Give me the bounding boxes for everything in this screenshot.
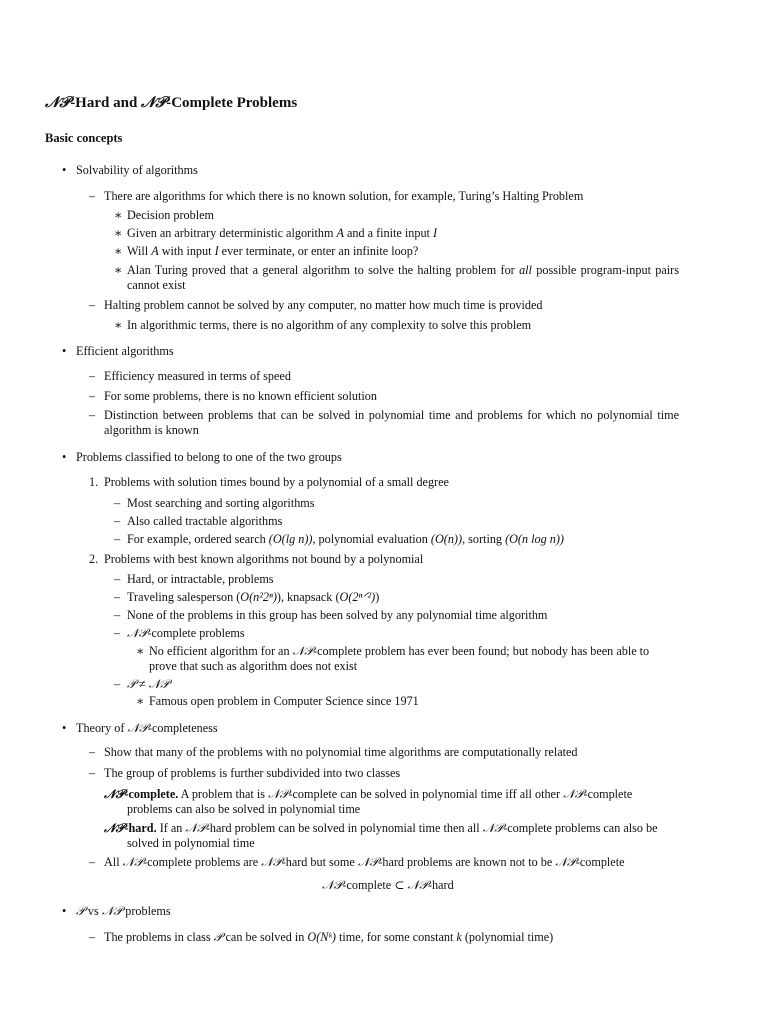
no-efficient-solution: For some problems, there is no known efficient solution xyxy=(104,389,377,403)
bullet-efficient: Efficient algorithms xyxy=(76,344,174,358)
dash-marker: – xyxy=(114,514,121,528)
bullet-marker: • xyxy=(62,904,67,918)
dash-marker: – xyxy=(89,298,96,312)
given-arbitrary: Given an arbitrary deterministic algorithm A and a finite input I xyxy=(127,226,438,240)
star-marker: ∗ xyxy=(136,694,145,708)
bullet-solvability: Solvability of algorithms xyxy=(76,163,198,177)
halting-any-computer: Halting problem cannot be solved by any computer, no matter how much time is provided xyxy=(104,298,543,312)
dash-marker: – xyxy=(114,532,121,546)
bullet-marker: • xyxy=(62,450,67,464)
dash-marker: – xyxy=(114,677,121,691)
np-hard-definition-cont: solved in polynomial time xyxy=(127,836,255,850)
no-efficient-np-algorithm-cont: prove that such as algorithm does not exist xyxy=(149,659,358,673)
dash-marker: – xyxy=(89,189,96,203)
group-2-none-solved: None of the problems in this group has been solved by any polynomial time algorithm xyxy=(127,608,548,622)
dash-marker: – xyxy=(89,408,96,422)
group-1: Problems with solution times bound by a polynomial of a small degree xyxy=(104,475,449,489)
no-efficient-np-algorithm: No efficient algorithm for an 𝒩𝒫-complete problem has ever been found; but nobody has been able to xyxy=(149,644,650,658)
p-neq-np: 𝒫 ≠ 𝒩𝒫 xyxy=(127,677,170,691)
decision-problem: Decision problem xyxy=(127,208,214,222)
will-terminate: Will A with input I ever terminate, or enter an infinite loop? xyxy=(127,244,419,258)
algorithmic-terms: In algorithmic terms, there is no algorithm of any complexity to solve this problem xyxy=(127,318,532,332)
number-marker: 1. xyxy=(89,475,99,489)
bullet-marker: • xyxy=(62,344,67,358)
dash-marker: – xyxy=(89,369,96,383)
dash-marker: – xyxy=(89,389,96,403)
np-complete-definition: 𝒩𝒫-complete. A problem that is 𝒩𝒫-complete can be solved in polynomial time iff all other 𝒩𝒫-complete xyxy=(104,787,633,801)
two-classes: The group of problems is further subdivided into two classes xyxy=(104,766,401,780)
star-marker: ∗ xyxy=(136,644,145,658)
famous-open-problem: Famous open problem in Computer Science since 1971 xyxy=(149,694,419,708)
np-hard-definition: 𝒩𝒫-hard. If an 𝒩𝒫-hard problem can be solved in polynomial time then all 𝒩𝒫-complete problems can also be xyxy=(104,821,658,835)
dash-marker: – xyxy=(114,496,121,510)
star-marker: ∗ xyxy=(114,318,123,332)
star-marker: ∗ xyxy=(114,244,123,258)
number-marker: 2. xyxy=(89,552,99,566)
bullet-marker: • xyxy=(62,721,67,735)
all-np-complete-are-hard: All 𝒩𝒫-complete problems are 𝒩𝒫-hard but some 𝒩𝒫-hard problems are known not to be 𝒩𝒫-complete xyxy=(104,855,625,869)
dash-marker: – xyxy=(89,855,96,869)
group-2-np-complete: 𝒩𝒫-complete problems xyxy=(127,626,245,640)
star-marker: ∗ xyxy=(114,263,123,277)
section-heading: Basic concepts xyxy=(45,131,123,145)
group-2: Problems with best known algorithms not bound by a polynomial xyxy=(104,552,424,566)
group-2-intractable: Hard, or intractable, problems xyxy=(127,572,274,586)
document-title: 𝒩𝒫-Hard and 𝒩𝒫-Complete Problems xyxy=(45,95,298,111)
dash-marker: – xyxy=(114,572,121,586)
bullet-p-vs-np: 𝒫 vs 𝒩𝒫 problems xyxy=(76,904,171,918)
polynomial-distinction: Distinction between problems that can be solved in polynomial time and problems for which no polynomial time algorithm is known xyxy=(104,408,679,437)
star-marker: ∗ xyxy=(114,226,123,240)
dash-marker: – xyxy=(114,608,121,622)
turing-proof: Alan Turing proved that a general algorithm to solve the halting problem for all possible program-input pairs cannot exist xyxy=(127,263,679,292)
efficiency-speed: Efficiency measured in terms of speed xyxy=(104,369,291,383)
class-p-definition: The problems in class 𝒫 can be solved in O(Nᵏ) time, for some constant k (polynomial time) xyxy=(104,930,554,944)
bullet-classified: Problems classified to belong to one of the two groups xyxy=(76,450,342,464)
np-complete-definition-cont: problems can also be solved in polynomial time xyxy=(127,802,361,816)
dash-marker: – xyxy=(114,626,121,640)
bullet-theory: Theory of 𝒩𝒫-completeness xyxy=(76,721,218,735)
group-2-salesperson: Traveling salesperson (O(n²2ⁿ)), knapsack (O(2ⁿᐟ²)) xyxy=(127,590,380,604)
computationally-related: Show that many of the problems with no polynomial time algorithms are computationally related xyxy=(104,745,578,759)
star-marker: ∗ xyxy=(114,208,123,222)
dash-marker: – xyxy=(89,745,96,759)
dash-marker: – xyxy=(89,766,96,780)
group-1-tractable: Also called tractable algorithms xyxy=(127,514,283,528)
bullet-marker: • xyxy=(62,163,67,177)
subset-equation: 𝒩𝒫-complete ⊂ 𝒩𝒫-hard xyxy=(322,878,454,892)
group-1-searching: Most searching and sorting algorithms xyxy=(127,496,315,510)
group-1-examples: For example, ordered search (O(lg n)), polynomial evaluation (O(n)), sorting (O(n log n)) xyxy=(127,532,564,546)
dash-marker: – xyxy=(114,590,121,604)
dash-marker: – xyxy=(89,930,96,944)
halting-intro: There are algorithms for which there is no known solution, for example, Turing’s Halting Problem xyxy=(104,189,584,203)
